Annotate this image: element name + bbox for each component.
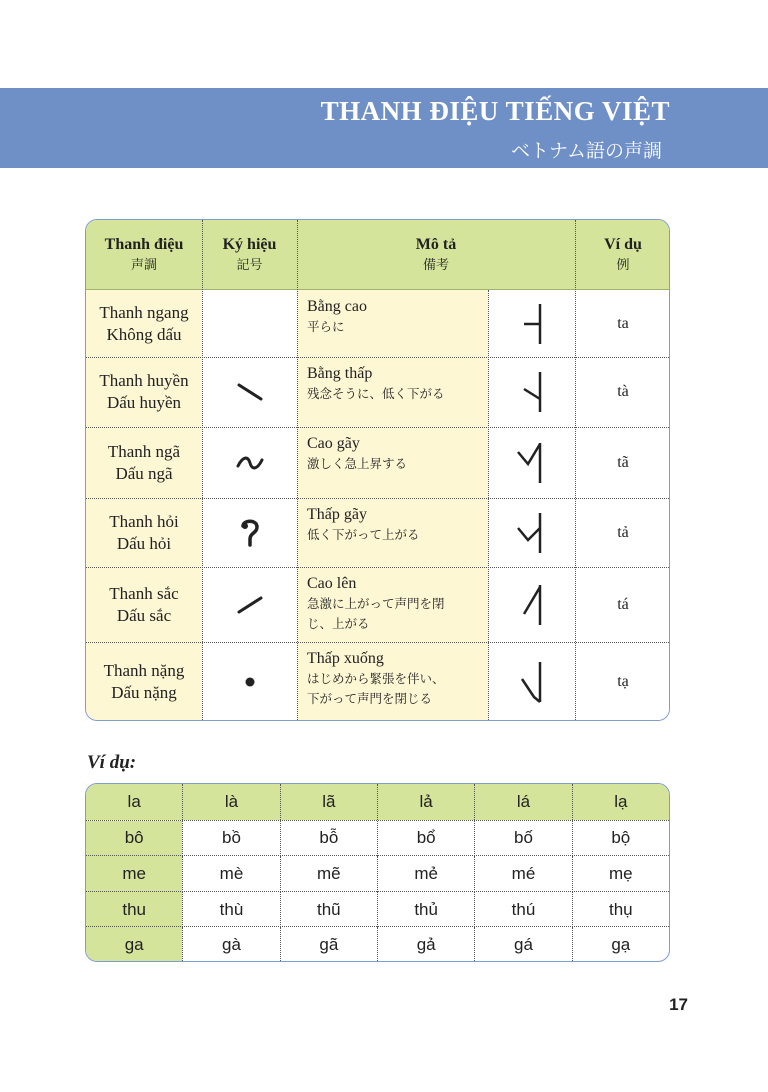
example-cell: me: [86, 856, 182, 892]
example-cell: bổ: [377, 821, 474, 857]
tone-contour-dipping-icon: [488, 498, 575, 567]
tone-example: tạ: [575, 642, 670, 721]
tone-example: tả: [575, 498, 670, 567]
tone-desc-vi: Cao gãy: [307, 435, 360, 452]
tone-desc: [297, 357, 488, 427]
example-cell: gà: [182, 927, 279, 962]
col-header-mark-vi: Ký hiệu: [222, 235, 277, 253]
tone-desc: [297, 427, 488, 498]
example-cell: bố: [474, 821, 571, 857]
tone-name: [86, 357, 202, 427]
tone-desc-vi: Bằng thấp: [307, 365, 373, 382]
tone-name: [86, 290, 202, 357]
grid-line: [202, 220, 203, 720]
grid-line: [86, 642, 669, 643]
example-cell: bồ: [182, 821, 279, 857]
tone-desc-ja: 残念そうに、低く下がる: [307, 386, 445, 401]
tone-mark: [202, 567, 297, 642]
example-cell: la: [86, 784, 182, 820]
grid-line: [86, 427, 669, 428]
tone-desc-vi: Cao lên: [307, 575, 357, 592]
tone-name-2: Dấu nặng: [111, 683, 177, 702]
tone-desc-vi: Thấp xuống: [307, 650, 384, 667]
tone-name-2: Dấu ngã: [115, 463, 173, 483]
example-cell: gá: [474, 927, 571, 962]
example-cell: lạ: [572, 784, 669, 820]
page-number: 17: [669, 995, 688, 1014]
hook-above-icon: [238, 517, 262, 549]
tone-contour-rising-icon: [488, 567, 575, 642]
tone-name: [86, 642, 202, 721]
tone-example: tã: [575, 427, 670, 498]
tone-contour-level-icon: [488, 290, 575, 357]
example-cell: mẻ: [377, 856, 474, 892]
tone-mark: [202, 427, 297, 498]
grid-line: [86, 357, 669, 358]
example-cell: gã: [280, 927, 377, 962]
example-cell: thù: [182, 892, 279, 928]
tone-name-1: Thanh ngã: [107, 441, 181, 461]
tone-desc: [297, 290, 488, 357]
tone-name-1: Thanh ngang: [99, 302, 189, 322]
tone-contour-broken-high-icon: [488, 427, 575, 498]
tone-example: ta: [575, 290, 670, 357]
grid-line: [297, 220, 298, 720]
example-cell: mè: [182, 856, 279, 892]
tone-name-2: Không dấu: [106, 324, 182, 344]
example-cell: thu: [86, 892, 182, 928]
tone-desc: [297, 642, 488, 721]
grid-line: [86, 567, 669, 568]
example-cell: mẽ: [280, 856, 377, 892]
example-cell: thụ: [572, 892, 669, 928]
col-header-tone-vi: Thanh điệu: [104, 235, 184, 253]
tone-mark: [202, 642, 297, 721]
tone-contour-falling-heavy-icon: [488, 642, 575, 721]
tone-desc-ja-1: はじめから緊張を伴い、: [307, 671, 445, 686]
example-cell: mé: [474, 856, 571, 892]
grid-line: [575, 220, 576, 720]
example-cell: lả: [377, 784, 474, 820]
col-header-example: [575, 220, 670, 290]
table-row: [86, 926, 669, 962]
tone-mark: [202, 290, 297, 357]
tone-desc-ja: 低く下がって上がる: [307, 527, 420, 542]
tone-name-2: Dấu sắc: [116, 605, 172, 625]
col-header-tone-ja: 声調: [130, 257, 157, 273]
example-cell: bỗ: [280, 821, 377, 857]
page-subtitle: ベトナム語の声調: [510, 140, 662, 162]
acute-accent-icon: [235, 593, 265, 617]
tone-desc-vi: Thấp gãy: [307, 506, 367, 523]
example-cell: lá: [474, 784, 571, 820]
tone-example: tá: [575, 567, 670, 642]
tone-mark: [202, 357, 297, 427]
example-cell: ga: [86, 927, 182, 962]
tone-desc: [297, 567, 488, 642]
table-row: [86, 820, 669, 857]
tone-mark: [202, 498, 297, 567]
tone-desc-ja-2: 下がって声門を閉じる: [307, 691, 433, 706]
table-row: [86, 784, 669, 820]
tone-name: [86, 427, 202, 498]
example-cell: bô: [86, 821, 182, 857]
tone-contour-falling-low-icon: [488, 357, 575, 427]
tone-desc-ja-2: じ、上がる: [307, 616, 370, 631]
examples-table: [85, 783, 670, 962]
example-cell: lã: [280, 784, 377, 820]
examples-label: Ví dụ:: [87, 752, 137, 773]
grid-line: [488, 290, 489, 720]
tone-desc-ja: 平らに: [307, 319, 345, 334]
tone-example: tà: [575, 357, 670, 427]
col-header-example-vi: Ví dụ: [604, 235, 642, 253]
tone-desc-vi: Bằng cao: [307, 298, 367, 315]
page-title: THANH ĐIỆU TIẾNG VIỆT: [320, 96, 670, 126]
tone-name-1: Thanh huyền: [99, 371, 189, 390]
table-row: [86, 855, 669, 892]
col-header-tone: [86, 220, 202, 290]
tone-name-1: Thanh sắc: [109, 583, 179, 603]
tone-name: [86, 567, 202, 642]
example-cell: thủ: [377, 892, 474, 928]
example-cell: thú: [474, 892, 571, 928]
col-header-mark: [202, 220, 297, 290]
example-cell: bộ: [572, 821, 669, 857]
col-header-example-ja: 例: [616, 257, 630, 273]
tone-name-1: Thanh hỏi: [109, 511, 179, 531]
col-header-desc-ja: 備考: [422, 257, 449, 273]
example-cell: gạ: [572, 927, 669, 962]
table-row: [86, 891, 669, 928]
dot-below-icon: [242, 674, 258, 690]
tone-name: [86, 498, 202, 567]
tone-desc-ja: 激しく急上昇する: [307, 456, 408, 471]
example-cell: thũ: [280, 892, 377, 928]
col-header-mark-ja: 記号: [236, 257, 263, 273]
tone-table: [85, 219, 670, 721]
tone-desc: [297, 498, 488, 567]
col-header-desc: [297, 220, 575, 290]
col-header-desc-vi: Mô tả: [415, 235, 457, 253]
tone-name-1: Thanh nặng: [103, 661, 185, 680]
tilde-icon: [235, 453, 265, 473]
tone-name-2: Dấu huyền: [106, 393, 182, 412]
example-cell: mẹ: [572, 856, 669, 892]
grave-accent-icon: [235, 380, 265, 404]
example-cell: gả: [377, 927, 474, 962]
tone-desc-ja-1: 急激に上がって声門を閉: [307, 596, 445, 611]
example-cell: là: [182, 784, 279, 820]
tone-name-2: Dấu hỏi: [116, 533, 172, 553]
grid-line: [86, 498, 669, 499]
